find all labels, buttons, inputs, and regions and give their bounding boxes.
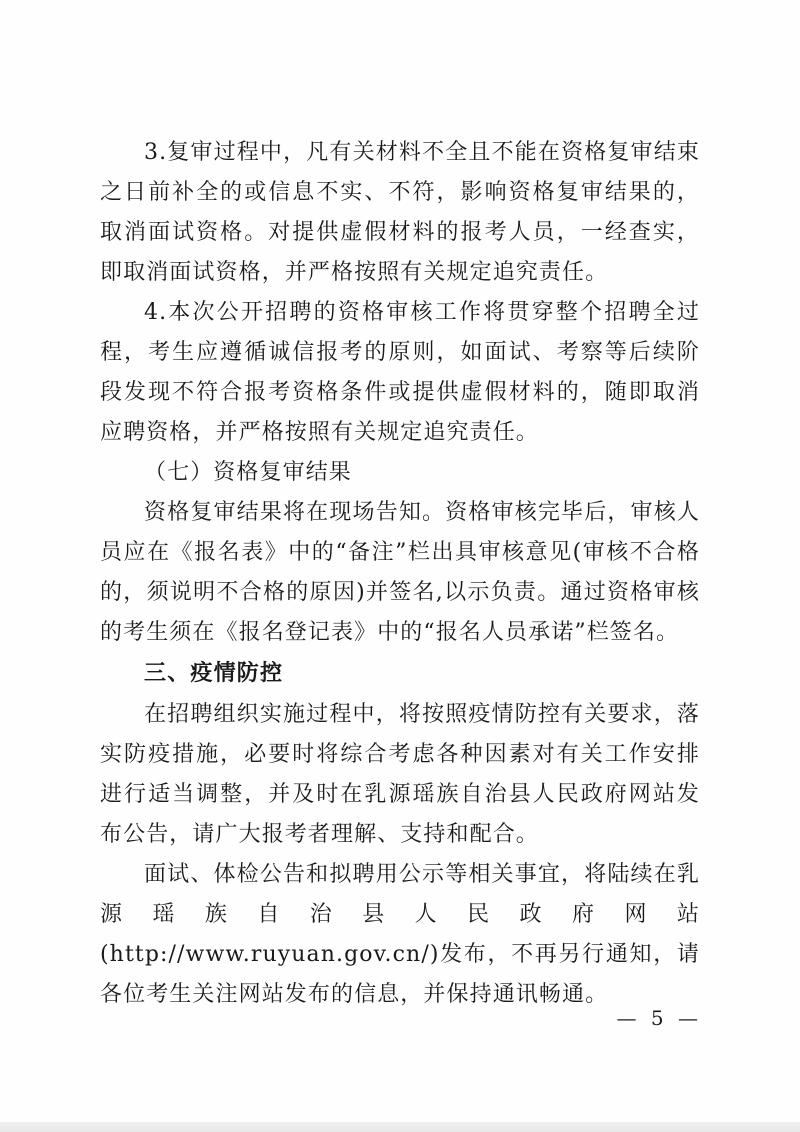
- subheading-review-result: （七）资格复审结果: [144, 460, 352, 485]
- page-number: — 5 —: [616, 1006, 702, 1030]
- paragraph-review-result: 资格复审结果将在现场告知。资格审核完毕后，审核人员应在《报名表》中的“备注”栏出具审核意见(审核不合格的，须说明不合格的原因)并签名,以示负责。通过资格审核的考生须在《报名登记表》中的“报名人员承诺”栏签名。: [100, 500, 700, 645]
- heading-epidemic-control: 三、疫情防控: [144, 661, 284, 686]
- paragraph-qualification-review: 4.本次公开招聘的资格审核工作将贯穿整个招聘全过程，考生应遵循诚信报考的原则，如面试、考察等后续阶段发现不符合报考资格条件或提供虚假材料的，随即取消应聘资格，并严格按照有关规定追究责任。: [100, 300, 700, 445]
- paragraph-announcements: 面试、体检公告和拟聘用公示等相关事宜，将陆续在乳源瑶族自治县人民政府网站(http://www.ruyuan.gov.cn/)发布，不再另行通知，请各位考生关注网站发布的信息，并保持通讯畅通。: [100, 862, 700, 1007]
- paragraph-epidemic-measures: 在招聘组织实施过程中，将按照疫情防控有关要求，落实防疫措施，必要时将综合考虑各种因素对有关工作安排进行适当调整，并及时在乳源瑶族自治县人民政府网站发布公告，请广大报考者理解、支持和配合。: [100, 702, 700, 847]
- document-body: [100, 133, 700, 1015]
- paragraph-review-process: 3.复审过程中，凡有关材料不全且不能在资格复审结束之日前补全的或信息不实、不符，影响资格复审结果的，取消面试资格。对提供虚假材料的报考人员，一经查实，即取消面试资格，并严格按照有关规定追究责任。: [100, 140, 700, 285]
- page-bottom-edge: [0, 1122, 800, 1132]
